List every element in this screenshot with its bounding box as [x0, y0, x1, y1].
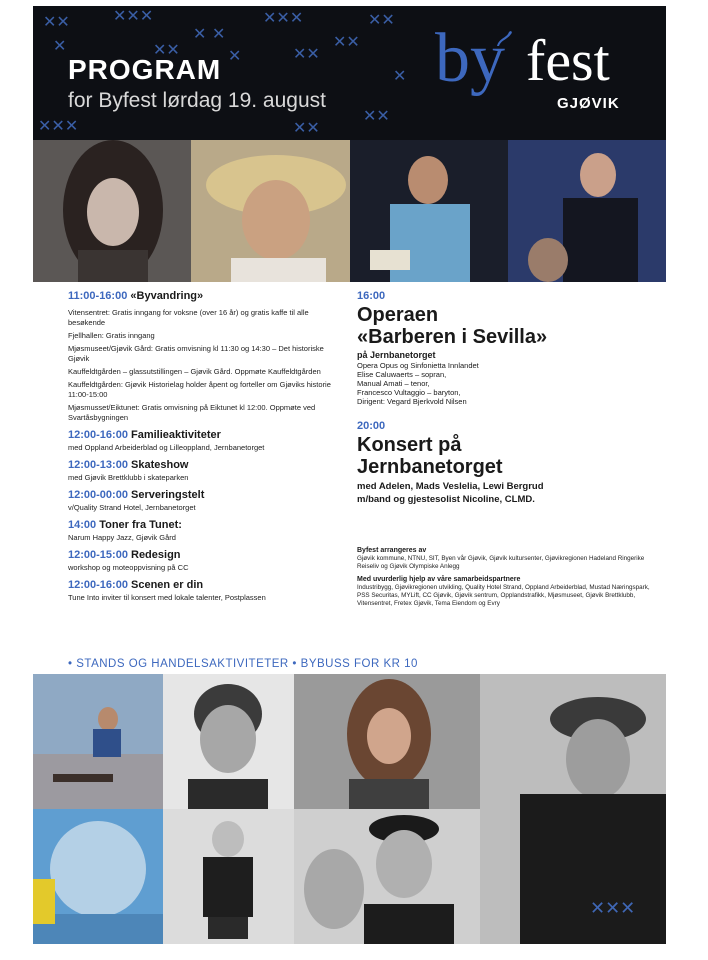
event-desc: v/Quality Strand Hotel, Jernbanetorget — [68, 503, 196, 512]
event-time: 12:00-15:00 — [68, 549, 128, 561]
event-desc: med Gjøvik Brettklubb i skateparken — [68, 473, 189, 482]
konsert-line: med Adelen, Mads Veslelia, Lewi Bergrud — [357, 481, 544, 492]
credits-heading: Byfest arrangeres av — [357, 547, 427, 554]
poster — [33, 6, 666, 944]
event-konsert — [357, 420, 657, 506]
event-title: «Byvandring» — [130, 290, 204, 302]
event-item — [68, 519, 338, 543]
event-desc: Narum Happy Jazz, Gjøvik Gård — [68, 533, 176, 542]
event-title: Familieaktiviteter — [131, 429, 221, 441]
opera-line: Dirigent: Vegard Bjerkvold Nilsen — [357, 397, 467, 406]
event-item — [68, 429, 338, 453]
event-title: Redesign — [131, 549, 181, 561]
event-desc: Tune Into inviter til konsert med lokale talenter, Postplassen — [68, 593, 266, 602]
konsert-time: 20:00 — [357, 420, 386, 432]
event-time: 12:00-13:00 — [68, 459, 128, 471]
byvandring-line: Kauffeldtgården: Gjøvik Historielag holder åpent og forteller om Gjøviks historie 11:00-15:00 — [68, 380, 331, 399]
konsert-title: Konsert på — [357, 434, 462, 456]
photo-woman-crouch — [163, 809, 294, 944]
opera-line: Francesco Vultaggio – baryton, — [357, 388, 461, 397]
event-item — [68, 459, 338, 483]
photo-water-ball — [33, 809, 163, 944]
photo-man-beard — [163, 674, 294, 809]
credits-text: Gjøvik kommune, NTNU, SIT, Byen vår Gjøvik, Gjøvik kultursenter, Gjøvikregionen Hadeland Ringerike Reiseliv og Gjøvik Olympiske Anlegg — [357, 555, 645, 570]
event-byvandring — [68, 290, 338, 423]
byvandring-line: Mjøsmuseet/Gjøvik Gård: Gratis omvisning kl 11:30 og 14:30 – Det historiske Gjøvik — [68, 344, 324, 363]
photo-man-cap — [294, 809, 480, 944]
byvandring-line: Vitensentret: Gratis inngang for voksne (over 16 år) og gratis kaffe til alle besøkende — [68, 308, 309, 327]
photo-skater — [33, 674, 163, 809]
logo-fest: fest — [526, 28, 610, 93]
photo-conductor — [508, 140, 666, 282]
opera-line: Manual Amati – tenor, — [357, 379, 430, 388]
photo-woman-singer — [294, 674, 480, 809]
event-time: 12:00-16:00 — [68, 429, 128, 441]
partners-heading: Med uvurderlig hjelp av våre samarbeidspartnere — [357, 576, 521, 583]
event-title: Scenen er din — [131, 579, 204, 591]
event-desc: workshop og moteoppvisning på CC — [68, 563, 189, 572]
event-time: 12:00-00:00 — [68, 489, 128, 501]
konsert-title-2: Jernbanetorget — [357, 456, 503, 478]
opera-line: Elise Caluwaerts – sopran, — [357, 370, 447, 379]
opera-time: 16:00 — [357, 290, 386, 302]
left-program-column — [68, 290, 338, 609]
program-subtitle: for Byfest lørdag 19. august — [68, 89, 326, 112]
photo-opera-singer — [350, 140, 508, 282]
credits — [357, 546, 657, 608]
byvandring-line: Kauffeldtgården – glassutstillingen – Gjøvik Gård. Oppmøte Kauffeldtgården — [68, 367, 321, 376]
event-item — [68, 549, 338, 573]
event-item — [68, 489, 338, 513]
program-title: PROGRAM — [68, 54, 222, 85]
event-time: 12:00-16:00 — [68, 579, 128, 591]
event-title: Serveringstelt — [131, 489, 205, 501]
event-title: Toner fra Tunet: — [99, 519, 182, 531]
logo-by: by — [435, 20, 505, 97]
opera-title: Operaen — [357, 304, 439, 326]
event-item — [68, 579, 338, 603]
opera-title-2: «Barberen i Sevilla» — [357, 326, 548, 348]
event-opera — [357, 290, 657, 406]
photo-man-hat — [191, 140, 350, 282]
right-program-column — [357, 290, 657, 612]
byvandring-line: Mjøsmusset/Eiktunet: Gratis omvisning på Eiktunet kl 12:00. Oppmøte ved Svartåsbygningen — [68, 403, 316, 422]
logo-city: GJØVIK — [557, 95, 620, 112]
byvandring-line: Fjellhallen: Gratis inngang — [68, 331, 155, 340]
svg-text:✕✕✕: ✕✕✕ — [590, 898, 636, 919]
event-desc: med Oppland Arbeiderblad og Lilleoppland, Jernbanetorget — [68, 443, 265, 452]
opera-venue: på Jernbanetorget — [357, 350, 436, 360]
konsert-line: m/band og gjestesolist Nicoline, CLMD. — [357, 494, 535, 505]
photo-woman — [33, 140, 191, 282]
event-time: 11:00-16:00 — [68, 290, 128, 302]
event-time: 14:00 — [68, 519, 97, 531]
header-banner: ✕✕ ✕✕✕ ✕ ✕ ✕✕✕ ✕✕ ✕✕ ✕ ✕✕ ✕ ✕✕ ✕✕✕ ✕✕ ✕✕ ✕ PROGRAM for Byfest lørdag 19. august by fest GJØVIK — [33, 6, 666, 140]
stands-banner: • STANDS OG HANDELSAKTIVITETER • BYBUSS FOR KR 10 — [68, 658, 418, 670]
partners-text: Industribygg, Gjøvikregionen utvikling, Quality Hotel Strand, Oppland Arbeiderblad, Mustad Næringspark, PSS Securitas, MYLift, CC Gjøvik, Gjøvik sentrum, Opplandstrafikk, Mjøsmuseet, Gjøvik Brettklubb, Vitensentret, Fretex Gjøvik, Tema Eiendom og Evry — [357, 584, 650, 607]
event-title: Skateshow — [131, 459, 189, 471]
opera-line: Opera Opus og Sinfonietta Innlandet — [357, 361, 479, 370]
photo-man-leather-jacket — [480, 674, 666, 944]
